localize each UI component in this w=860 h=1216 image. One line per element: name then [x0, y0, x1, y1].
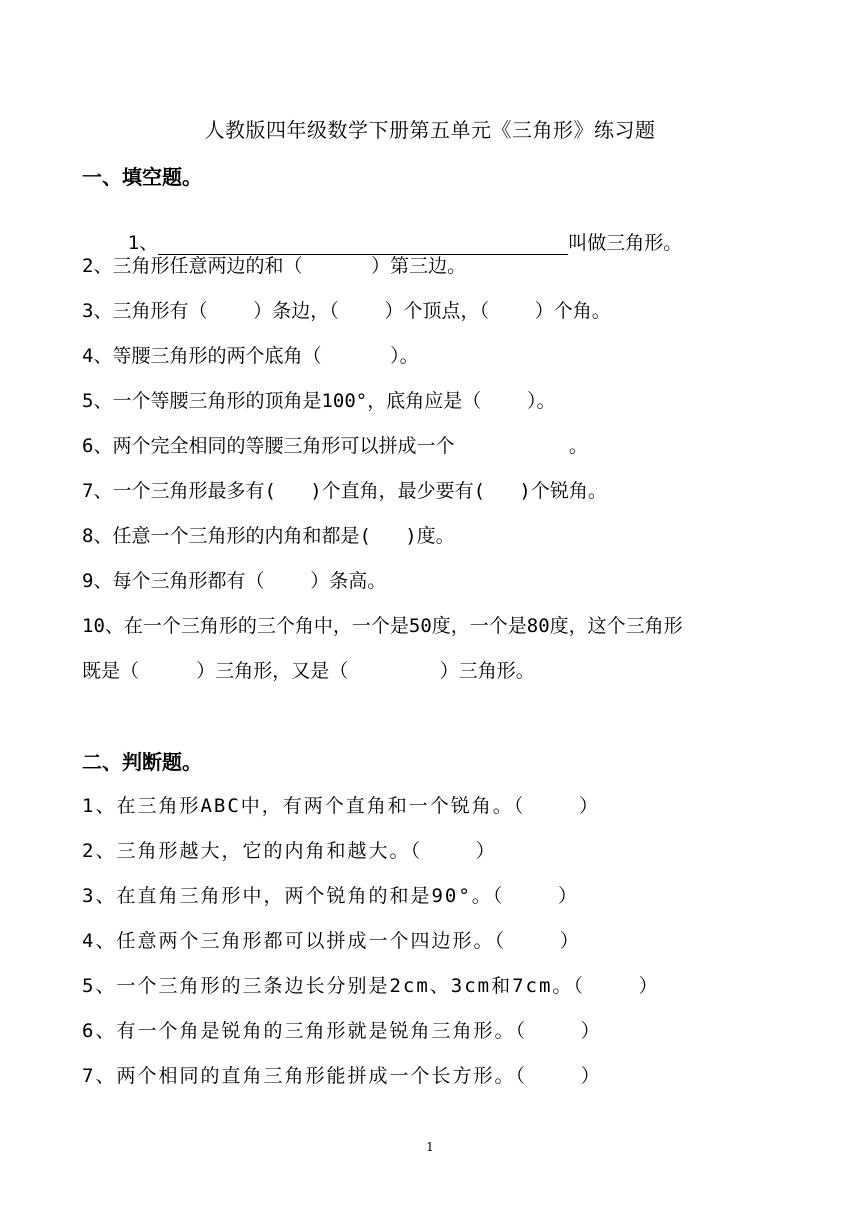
- question-8: 8、任意一个三角形的内角和都是( )度。: [82, 525, 455, 547]
- question-10-line-1: 10、在一个三角形的三个角中，一个是50度，一个是80度，这个三角形: [82, 615, 683, 637]
- section-heading-fill-in: 一、填空题。: [82, 165, 202, 189]
- judgment-7: 7、两个相同的直角三角形能拼成一个长方形。（ ）: [82, 1065, 602, 1087]
- question-10-line-2: 既是（ ）三角形，又是（ ）三角形。: [82, 660, 535, 682]
- question-2: 2、三角形任意两边的和（ ）第三边。: [82, 255, 467, 277]
- judgment-5: 5、一个三角形的三条边长分别是2cm、3cm和7cm。（ ）: [82, 975, 660, 997]
- question-5: 5、一个等腰三角形的顶角是100°，底角应是（ ）。: [82, 390, 556, 412]
- section-heading-true-false: 二、判断题。: [82, 750, 202, 774]
- judgment-3: 3、在直角三角形中，两个锐角的和是90°。（ ）: [82, 885, 580, 907]
- judgment-6: 6、有一个角是锐角的三角形就是锐角三角形。（ ）: [82, 1020, 602, 1042]
- question-1-number: 1、: [127, 232, 159, 254]
- question-9: 9、每个三角形都有（ ）条高。: [82, 570, 387, 592]
- page-number: 1: [426, 1140, 434, 1154]
- judgment-2: 2、三角形越大，它的内角和越大。（ ）: [82, 840, 497, 862]
- question-1-text: 叫做三角形。: [568, 232, 683, 254]
- worksheet-title: 人教版四年级数学下册第五单元《三角形》练习题: [204, 118, 656, 142]
- question-7: 7、一个三角形最多有( )个直角，最少要有( )个锐角。: [82, 480, 607, 502]
- judgment-1: 1、在三角形ABC中，有两个直角和一个锐角。（ ）: [82, 795, 601, 817]
- question-6: 6、两个完全相同的等腰三角形可以拼成一个 。: [82, 435, 588, 457]
- question-4: 4、等腰三角形的两个底角（ ）。: [82, 345, 419, 367]
- judgment-4: 4、任意两个三角形都可以拼成一个四边形。（ ）: [82, 930, 581, 952]
- question-3: 3、三角形有（ ）条边，（ ）个顶点，（ ）个角。: [82, 300, 611, 322]
